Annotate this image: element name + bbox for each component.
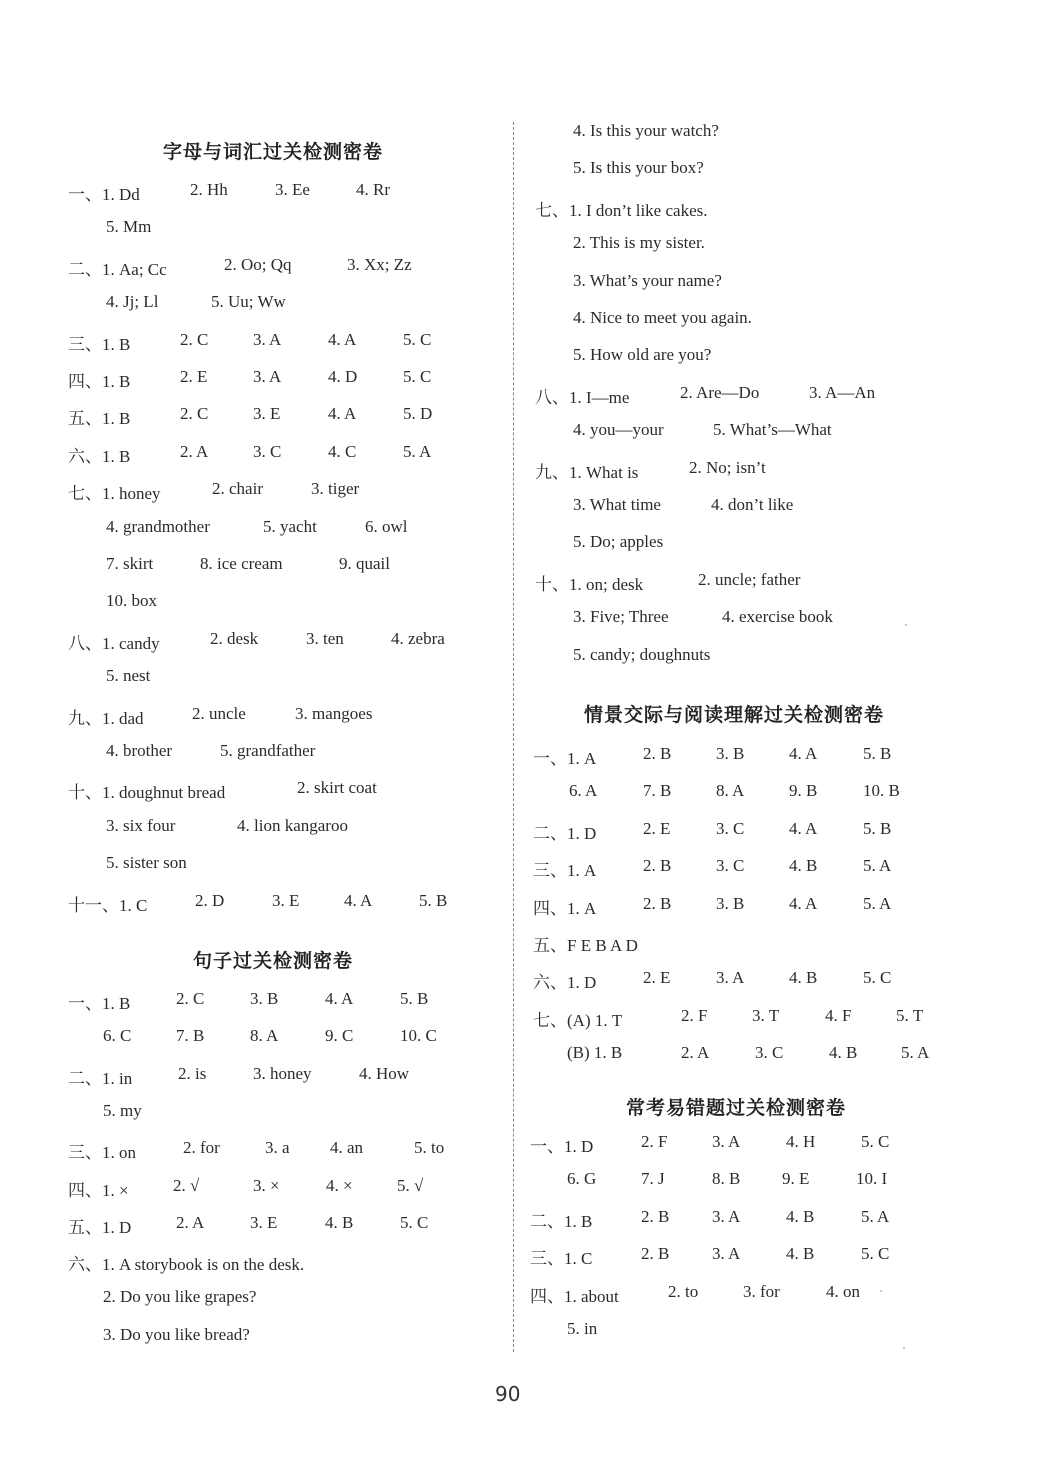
answer-item: 4. B (786, 1244, 815, 1264)
answer-item: 2. No; isn’t (689, 457, 766, 477)
answer-item: 3. A (716, 968, 745, 988)
answer-item: 5. C (400, 1212, 429, 1232)
answer-item: 5. C (403, 329, 432, 349)
answer-item: 4. F (825, 1005, 852, 1025)
answer-item: 2. C (176, 989, 205, 1008)
answer-item: 2. A (681, 1043, 710, 1063)
answer-item: 一、1. Dd (68, 185, 140, 204)
column-divider (513, 122, 514, 1352)
answer-item: 8. A (250, 1026, 279, 1046)
answer-item: 3. Xx; Zz (347, 254, 412, 274)
answer-item: 4. you—your (573, 420, 664, 440)
answer-item: 一、1. A (533, 749, 597, 768)
answer-item: 4. Nice to meet you again. (573, 308, 752, 327)
answer-item: 2. E (643, 968, 671, 988)
answer-item: 8. B (712, 1169, 741, 1189)
answer-item: 4. A (789, 818, 818, 838)
answer-item: 4. B (325, 1212, 354, 1232)
answer-item: 五、1. D (68, 1217, 132, 1237)
section-title: 常考易错题过关检测密卷 (626, 1097, 847, 1119)
answer-item: 3. B (250, 989, 279, 1008)
answer-item: 3. Ee (275, 180, 310, 199)
answer-item: 4. A (789, 744, 818, 763)
answer-item: 2. uncle (192, 703, 246, 723)
answer-item: 3. Five; Three (573, 607, 669, 627)
answer-item: 5. Do; apples (573, 532, 664, 552)
answer-item: 二、1. Aa; Cc (68, 259, 167, 279)
answer-item: 5. C (403, 367, 432, 386)
answer-item: 4. Rr (356, 180, 390, 199)
answer-item: 3. A (253, 329, 282, 349)
answer-item: 4. B (789, 968, 818, 988)
answer-item: 5. sister son (106, 853, 187, 873)
answer-item: 五、1. B (68, 409, 131, 429)
answer-item: 2. D (195, 890, 225, 910)
answer-item: 3. A (712, 1206, 741, 1226)
answer-item: 3. What’s your name? (573, 270, 722, 290)
answer-item: 3. A (253, 367, 282, 386)
answer-item: 4. A (328, 404, 357, 424)
answer-item: 9. E (782, 1169, 810, 1189)
section-title: 情景交际与阅读理解过关检测密卷 (584, 704, 885, 726)
answer-item: 4. Is this your watch? (573, 121, 719, 140)
answer-item: 七、1. I don’t like cakes. (535, 200, 708, 220)
answer-item: 2. Oo; Qq (224, 254, 292, 274)
answer-item: 一、1. D (530, 1137, 594, 1156)
answer-item: 4. A (325, 989, 354, 1008)
answer-item: 5. A (863, 893, 892, 913)
answer-item: 5. in (567, 1319, 598, 1338)
answer-item: 一、1. B (68, 994, 131, 1013)
answer-item: 5. C (863, 968, 892, 988)
answer-item: 2. to (668, 1281, 699, 1301)
answer-item: 2. desk (210, 628, 259, 648)
answer-item: 3. honey (253, 1063, 312, 1083)
answer-item: 2. Do you like grapes? (103, 1287, 257, 1307)
answer-item: 三、1. A (533, 861, 597, 881)
answer-item: 4. exercise book (722, 607, 833, 627)
answer-item: 四、1. B (68, 372, 131, 391)
answer-item: 3. E (272, 890, 300, 910)
answer-item: 2. √ (173, 1175, 200, 1195)
answer-item: 2. E (643, 818, 671, 838)
answer-item: 10. B (863, 781, 900, 801)
answer-item: 7. skirt (106, 554, 154, 573)
answer-item: 4. D (328, 367, 358, 386)
answer-item: 四、1. A (533, 898, 597, 918)
answer-item: 3. tiger (311, 479, 360, 499)
answer-item: 5. D (403, 404, 433, 424)
answer-item: 3. C (755, 1043, 784, 1063)
answer-item: 八、1. candy (68, 633, 160, 653)
answer-item: 4. Jj; Ll (106, 292, 159, 312)
answer-item: 5. Is this your box? (573, 158, 704, 178)
answer-item: 2. F (681, 1005, 708, 1025)
answer-item: 5. to (414, 1138, 445, 1158)
answer-item: 二、1. in (68, 1068, 133, 1088)
answer-item: 3. mangoes (295, 703, 373, 723)
answer-item: 四、1. about (530, 1286, 619, 1306)
answer-item: 2. for (183, 1138, 220, 1158)
scan-speck (905, 624, 907, 626)
answer-item: 6. G (567, 1169, 597, 1189)
answer-item: 3. A (712, 1132, 741, 1151)
answer-item: 4. brother (106, 741, 173, 760)
answer-item: 3. C (716, 818, 745, 838)
answer-item: 5. Uu; Ww (211, 292, 286, 312)
answer-item: 6. A (569, 781, 598, 801)
answer-item: 4. don’t like (711, 495, 794, 514)
answer-item: 8. ice cream (200, 554, 283, 573)
answer-item: 三、1. C (530, 1249, 593, 1269)
answer-item: 5. B (863, 818, 892, 838)
answer-item: 4. lion kangaroo (237, 815, 348, 835)
answer-item: 5. nest (106, 666, 151, 686)
answer-item: 八、1. I—me (535, 387, 630, 407)
answer-item: 六、1. B (68, 446, 131, 466)
scan-speck (903, 1347, 905, 1349)
answer-item: 2. B (643, 744, 672, 763)
answer-item: 六、1. D (533, 973, 597, 993)
answer-item: 6. owl (365, 516, 408, 536)
answer-item: 9. quail (339, 554, 390, 573)
answer-item: 十一、1. C (68, 895, 148, 915)
answer-item: 2. Hh (190, 180, 228, 199)
answer-item: 5. What’s—What (713, 420, 832, 440)
answer-item: 4. A (344, 890, 373, 910)
answer-item: 4. H (786, 1132, 816, 1151)
answer-item: 2. E (180, 367, 208, 386)
answer-item: 7. B (643, 781, 672, 801)
answer-item: 5. A (403, 441, 432, 461)
answer-item: 三、1. on (68, 1143, 136, 1163)
answer-item: 3. six four (106, 815, 176, 835)
answer-item: 七、(A) 1. T (533, 1010, 623, 1030)
answer-item: 10. I (856, 1169, 888, 1189)
section-title: 字母与词汇过关检测密卷 (163, 141, 384, 163)
answer-item: 4. B (829, 1043, 858, 1063)
answer-item: 3. C (253, 441, 282, 461)
answer-item: 2. This is my sister. (573, 233, 705, 253)
answer-item: 4. A (789, 893, 818, 913)
answer-item: 3. What time (573, 495, 661, 514)
answer-item: 5. B (400, 989, 429, 1008)
answer-item: 5. A (863, 856, 892, 876)
answer-item: 5. A (861, 1206, 890, 1226)
answer-item: 4. B (786, 1206, 815, 1226)
answer-item: 9. B (789, 781, 818, 801)
answer-item: 3. C (716, 856, 745, 876)
answer-item: 4. on (826, 1281, 860, 1301)
answer-item: 九、1. dad (68, 708, 144, 728)
answer-item: 5. √ (397, 1175, 424, 1195)
answer-item: 2. chair (212, 479, 263, 499)
answer-item: 2. A (180, 441, 209, 461)
answer-item: 5. How old are you? (573, 345, 712, 365)
answer-item: 2. is (178, 1063, 207, 1083)
answer-item: 2. Are—Do (680, 382, 760, 402)
answer-item: 3. E (250, 1212, 278, 1232)
answer-item: 二、1. D (533, 823, 597, 843)
answer-item: 2. A (176, 1212, 205, 1232)
answer-item: 2. F (641, 1132, 668, 1151)
answer-item: 三、1. B (68, 334, 131, 354)
answer-item: 3. for (743, 1281, 780, 1301)
answer-item: 3. B (716, 744, 745, 763)
answer-item: 2. uncle; father (698, 569, 801, 589)
answer-item: 2. skirt coat (297, 778, 377, 798)
answer-item: 8. A (716, 781, 745, 801)
answer-item: 5. C (861, 1132, 890, 1151)
answer-item: 5. B (419, 890, 448, 910)
answer-item: 3. a (265, 1138, 290, 1158)
answer-item: 4. an (330, 1138, 364, 1158)
answer-item: 5. my (103, 1100, 142, 1120)
answer-item: 2. C (180, 404, 209, 424)
answer-item: 5. grandfather (220, 741, 316, 760)
answer-item: 2. B (643, 893, 672, 913)
page-number: 90 (495, 1382, 521, 1406)
answer-item: 2. B (643, 856, 672, 876)
answer-item: 十、1. on; desk (535, 574, 644, 594)
answer-item: 十、1. doughnut bread (68, 783, 226, 803)
answer-item: 四、1. × (68, 1180, 129, 1200)
answer-item: 二、1. B (530, 1211, 593, 1231)
answer-item: 3. T (752, 1005, 780, 1025)
answer-item: 9. C (325, 1026, 354, 1046)
answer-item: 10. box (106, 591, 157, 611)
answer-item: 4. zebra (391, 628, 445, 648)
answer-item: 3. A (712, 1244, 741, 1264)
answer-item: 五、F E B A D (533, 936, 638, 955)
scan-speck (880, 1290, 882, 1292)
answer-item: 4. grandmother (106, 516, 210, 536)
answer-item: 4. × (326, 1175, 353, 1195)
answer-item: 5. candy; doughnuts (573, 644, 711, 664)
answer-item: 2. B (641, 1206, 670, 1226)
answer-item: 4. C (328, 441, 357, 461)
answer-item: 4. A (328, 329, 357, 349)
answer-item: 六、1. A storybook is on the desk. (68, 1255, 305, 1275)
answer-item: 九、1. What is (535, 462, 639, 482)
answer-item: 3. E (253, 404, 281, 424)
answer-item: 3. A—An (809, 382, 876, 402)
answer-item: 4. How (359, 1063, 410, 1083)
answer-item: 7. J (641, 1169, 665, 1189)
section-title: 句子过关检测密卷 (193, 950, 354, 972)
answer-item: 5. T (896, 1005, 924, 1025)
answer-item: 3. Do you like bread? (103, 1324, 250, 1344)
answer-item: 3. ten (306, 628, 344, 648)
answer-item: 3. × (253, 1175, 280, 1195)
answer-item: 3. B (716, 893, 745, 913)
answer-item: 2. B (641, 1244, 670, 1264)
answer-item: 7. B (176, 1026, 205, 1046)
answer-item: 4. B (789, 856, 818, 876)
answer-item: 5. Mm (106, 217, 152, 237)
answer-item: 6. C (103, 1026, 132, 1046)
answer-item: 5. C (861, 1244, 890, 1264)
answer-item: 七、1. honey (68, 484, 161, 504)
answer-item: 5. B (863, 744, 892, 763)
answer-item: 5. A (901, 1043, 930, 1063)
answer-item: 10. C (400, 1026, 437, 1046)
answer-item: 5. yacht (263, 516, 317, 536)
answer-item: (B) 1. B (567, 1043, 623, 1063)
answer-item: 2. C (180, 329, 209, 349)
